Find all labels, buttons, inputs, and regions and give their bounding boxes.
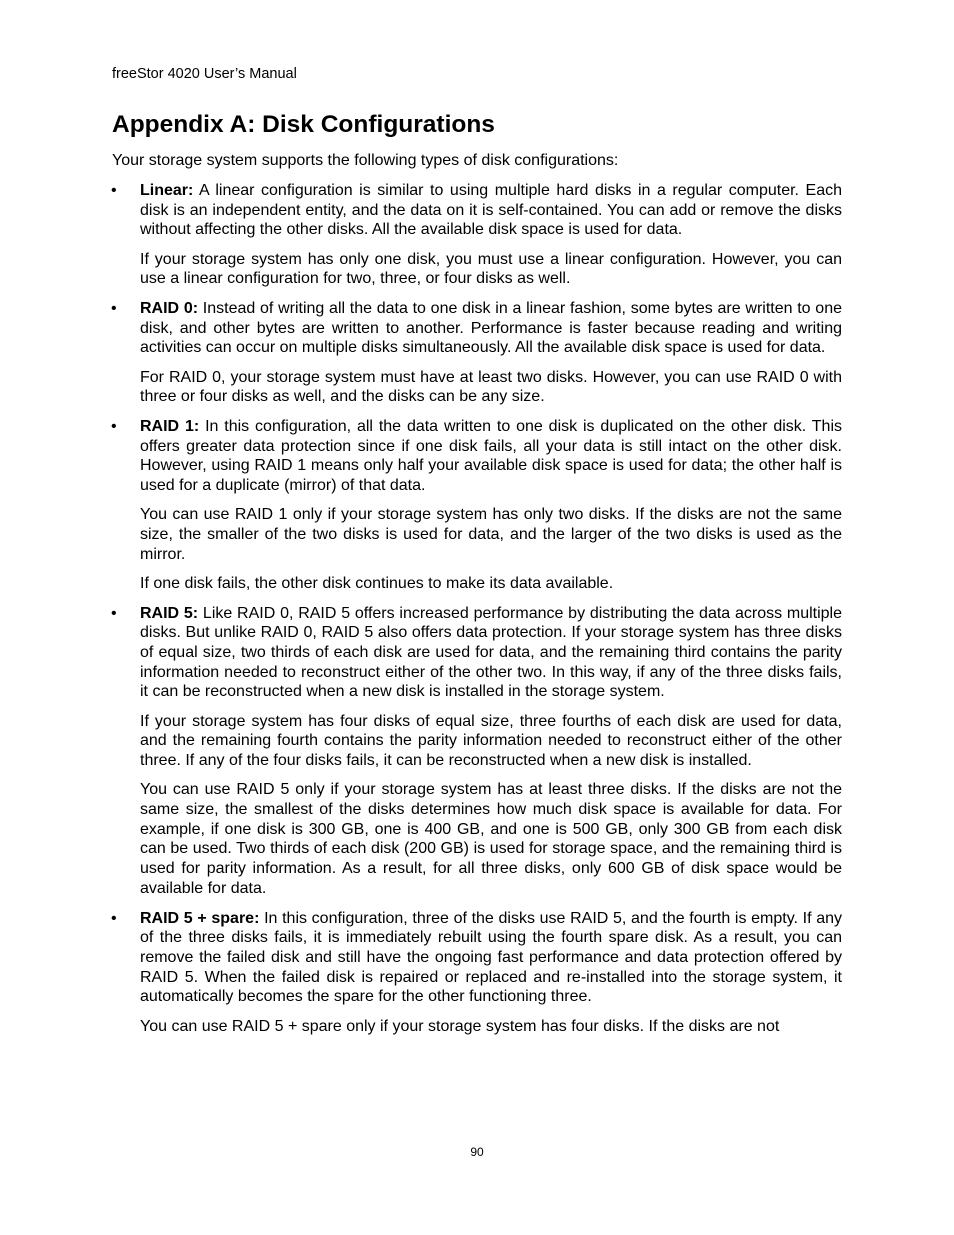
paragraph-text: A linear configuration is similar to using multiple hard disks in a regular computer. Each disk is an independent entity, and the data on it is self-contained. You can add or remove the disks without affecting the other disks. All the available disk space is used for data.: [140, 182, 843, 239]
paragraph-text: You can use RAID 5 only if your storage system has at least three disks. If the disks are not the same size, the smallest of the disks determines how much disk space is available for data. For example, if one disk is 300 GB, one is 400 GB, and one is 500 GB, only 300 GB from each disk can be used. Two thirds of each disk (200 GB) is used for storage space, and the remaining third is used for parity information. As a result, for all three disks, only 600 GB of disk space would be available for data.: [140, 781, 842, 897]
bullet-icon: •: [111, 418, 117, 436]
configuration-list: [111, 181, 843, 1046]
page-title: Appendix A: Disk Configurations: [112, 111, 495, 138]
paragraph-text: Like RAID 0, RAID 5 offers increased performance by distributing the data across multiple disks. But unlike RAID 0, RAID 5 also offers data protection. If your storage system has three disks of equal size, two thirds of each disk are used for data, and the remaining third contains the parity information needed to reconstruct either of the other two. In this way, if any of the three disks fails, it can be reconstructed when a new disk is installed in the storage system.: [140, 604, 843, 701]
bullet-icon: •: [111, 300, 117, 318]
paragraph-text: You can use RAID 1 only if your storage system has only two disks. If the disks are not the same size, the smaller of the two disks is used for data, and the larger of the two disks is used as the mirror.: [140, 506, 842, 563]
list-item-raid5: [111, 604, 843, 899]
list-item-raid0: [111, 299, 842, 407]
bullet-icon: •: [111, 909, 117, 927]
paragraph-text: If your storage system has only one disk, you must use a linear configuration. However, you can use a linear configuration for two, three, or four disks as well.: [140, 250, 842, 288]
paragraph-text: In this configuration, all the data written to one disk is duplicated on the other disk. This offers greater data protection since if one disk fails, all your data is still intact on the other disk. However, using RAID 1 means only half your available disk space is used for data; the other half is used for a duplicate (mirror) of that data.: [140, 418, 843, 495]
paragraph-text: In this configuration, three of the disks use RAID 5, and the fourth is empty. If any of the three disks fails, it is immediately rebuilt using the fourth spare disk. As a result, you can remove the failed disk and still have the ongoing fast performance and data protection offered by RAID 5. When the failed disk is repaired or replaced and re-installed into the storage system, it automatically becomes the spare for the other functioning three.: [140, 909, 842, 1006]
term-label: RAID 5:: [140, 604, 199, 622]
page-number: 90: [470, 1145, 484, 1159]
paragraph-text: You can use RAID 5 + spare only if your storage system has four disks. If the disks are not: [140, 1017, 780, 1035]
term-label: RAID 0:: [140, 300, 199, 318]
term-label: RAID 5 + spare:: [140, 909, 260, 927]
paragraph-text: For RAID 0, your storage system must have at least two disks. However, you can use RAID 0 with three or four disks as well, and the disks can be any size.: [140, 368, 842, 406]
list-item-raid1: [111, 417, 843, 594]
list-item-raid5-spare: [111, 909, 842, 1037]
bullet-icon: •: [111, 182, 117, 199]
paragraph-text: If your storage system has four disks of equal size, three fourths of each disk are used for data, and the remaining fourth contains the parity information needed to reconstruct either of the other three. If any of the four disks fails, it can be reconstructed when a new disk is installed.: [140, 712, 842, 770]
intro-text: Your storage system supports the following types of disk configurations:: [112, 152, 619, 169]
term-label: Linear:: [140, 182, 194, 199]
list-item-linear: [111, 181, 843, 289]
paragraph-text: If one disk fails, the other disk continues to make its data available.: [140, 574, 614, 592]
paragraph-text: Instead of writing all the data to one disk in a linear fashion, some bytes are written to one disk, and other bytes are written to another. Performance is faster because reading and writing activities can occur on multiple disks simultaneously. All the available disk space is used for data.: [140, 300, 842, 357]
running-header: freeStor 4020 User’s Manual: [112, 66, 297, 82]
bullet-icon: •: [111, 604, 117, 622]
term-label: RAID 1:: [140, 418, 200, 436]
